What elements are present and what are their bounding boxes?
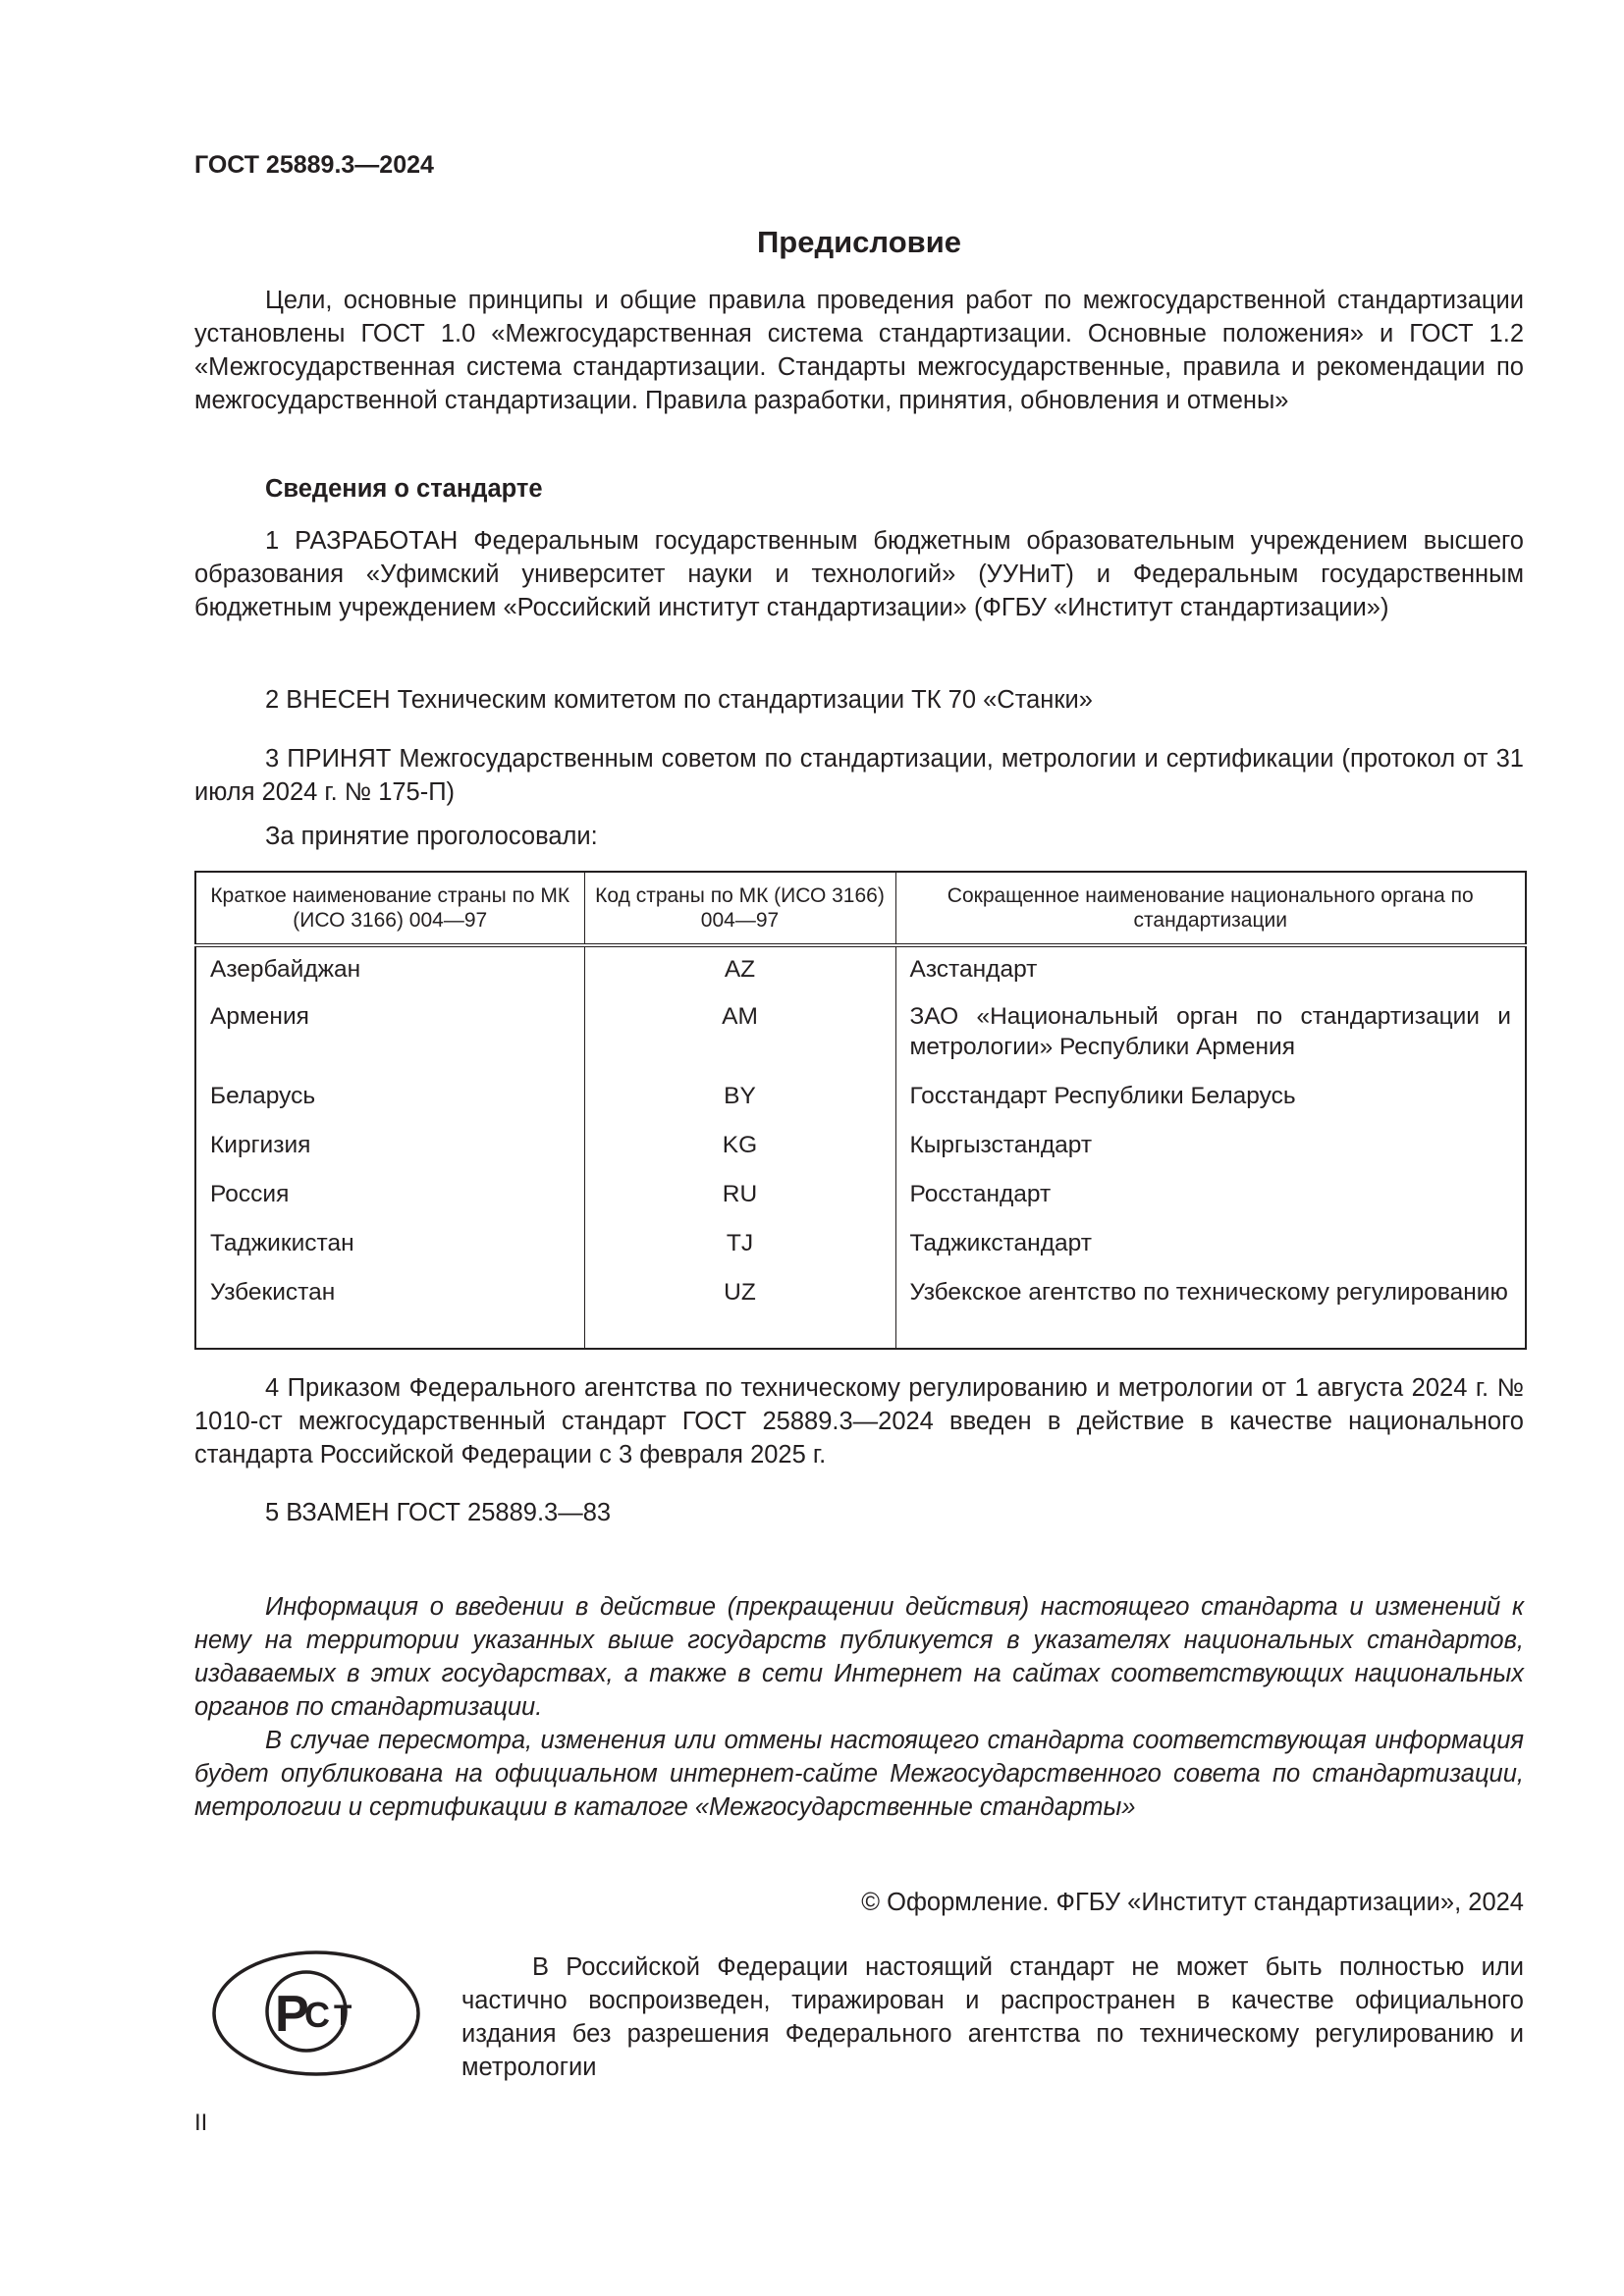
body-cell: Госстандарт Республики Беларусь (895, 1074, 1526, 1123)
country-cell: Россия (195, 1172, 584, 1221)
item-enacted: 4 Приказом Федерального агентства по техническому регулированию и метрологии от 1 августа 2024 г. № 1010-ст межгосударственный стандарт ГОСТ 25889.3—2024 введен в действие в качестве национального стандарта Российской Федерации с 3 февраля 2025 г. (194, 1374, 1524, 1468)
table-row (195, 945, 1526, 994)
country-cell: Таджикистан (195, 1221, 584, 1270)
table-header-row (195, 872, 1526, 945)
header-code: Код страны по МК (ИСО 3166) 004—97 (584, 872, 895, 945)
code-cell: TJ (584, 1221, 895, 1270)
page-number: II (194, 2109, 208, 2136)
subheading: Сведения о стандарте (265, 475, 543, 503)
body-cell: ЗАО «Национальный орган по стандартизации и метрологии» Республики Армения (895, 994, 1526, 1074)
logo-letter-c: С (304, 1995, 330, 2035)
table-row (195, 1270, 1526, 1349)
header-country: Краткое наименование страны по МК (ИСО 3166) 004—97 (195, 872, 584, 945)
voted-label: За принятие проголосовали: (265, 823, 598, 850)
logo-letter-p: Р (275, 1986, 309, 2043)
body-cell: Кыргызстандарт (895, 1123, 1526, 1172)
voting-table (194, 871, 1527, 1350)
info-note: Информация о введении в действие (прекращении действия) настоящего стандарта и изменений к нему на территории указанных выше государств публикуется в указателях национальных стандартов, издаваемых в этих государствах, а также в сети Интернет на сайтах соответствующих национальных органов по стандартизации. (194, 1593, 1524, 1721)
item-replaces: 5 ВЗАМЕН ГОСТ 25889.3—83 (265, 1499, 612, 1526)
table-row (195, 1172, 1526, 1221)
section-title: Предисловие (756, 225, 961, 259)
code-cell: AM (584, 994, 895, 1074)
document-code: ГОСТ 25889.3—2024 (194, 151, 434, 179)
table-row (195, 1221, 1526, 1270)
code-cell: KG (584, 1123, 895, 1172)
code-cell: BY (584, 1074, 895, 1123)
code-cell: AZ (584, 945, 895, 994)
item-adopted: 3 ПРИНЯТ Межгосударственным советом по стандартизации, метрологии и сертификации (протокол от 31 июля 2024 г. № 175-П) (194, 745, 1524, 806)
intro-paragraph: Цели, основные принципы и общие правила проведения работ по межгосударственной стандартизации установлены ГОСТ 1.0 «Межгосударственная система стандартизации. Основные положения» и ГОСТ 1.2 «Межгосударственная система стандартизации. Стандарты межгосударственные, правила и рекомендации по межгосударственной стандартизации. Правила разработки, принятия, обновления и отмены» (194, 287, 1524, 414)
body-cell: Росстандарт (895, 1172, 1526, 1221)
code-cell: RU (584, 1172, 895, 1221)
table-row (195, 1123, 1526, 1172)
code-cell: UZ (584, 1270, 895, 1349)
reproduction-notice: В Российской Федерации настоящий стандарт не может быть полностью или частично воспроизведен, тиражирован и распространен в качестве официального издания без разрешения Федерального агентства по техническому регулированию и метрологии (461, 1953, 1524, 2081)
header-body: Сокращенное наименование национального органа по стандартизации (895, 872, 1526, 945)
country-cell: Беларусь (195, 1074, 584, 1123)
item-developed: 1 РАЗРАБОТАН Федеральным государственным бюджетным образовательным учреждением высшего образования «Уфимский университет науки и технологий» (УУНиТ) и Федеральным государственным бюджетным учреждением «Российский институт стандартизации» (ФГБУ «Институт стандартизации») (194, 527, 1524, 621)
body-cell: Узбекское агентство по техническому регулированию (895, 1270, 1526, 1349)
revision-note: В случае пересмотра, изменения или отмены настоящего стандарта соответствующая информация будет опубликована на официальном интернет-сайте Межгосударственного совета по стандартизации, метрологии и сертификации в каталоге «Межгосударственные стандарты» (194, 1727, 1524, 1821)
table-row (195, 994, 1526, 1074)
table-row (195, 1074, 1526, 1123)
country-cell: Армения (195, 994, 584, 1074)
body-cell: Таджикстандарт (895, 1221, 1526, 1270)
country-cell: Азербайджан (195, 945, 584, 994)
country-cell: Узбекистан (195, 1270, 584, 1349)
copyright-line: © Оформление. ФГБУ «Институт стандартизации», 2024 (861, 1889, 1524, 1916)
rst-certification-logo-icon (210, 1949, 422, 2078)
logo-letter-t: Т (334, 2000, 352, 2032)
body-cell: Азстандарт (895, 945, 1526, 994)
country-cell: Киргизия (195, 1123, 584, 1172)
item-introduced: 2 ВНЕСЕН Техническим комитетом по стандартизации ТК 70 «Станки» (265, 686, 1093, 714)
